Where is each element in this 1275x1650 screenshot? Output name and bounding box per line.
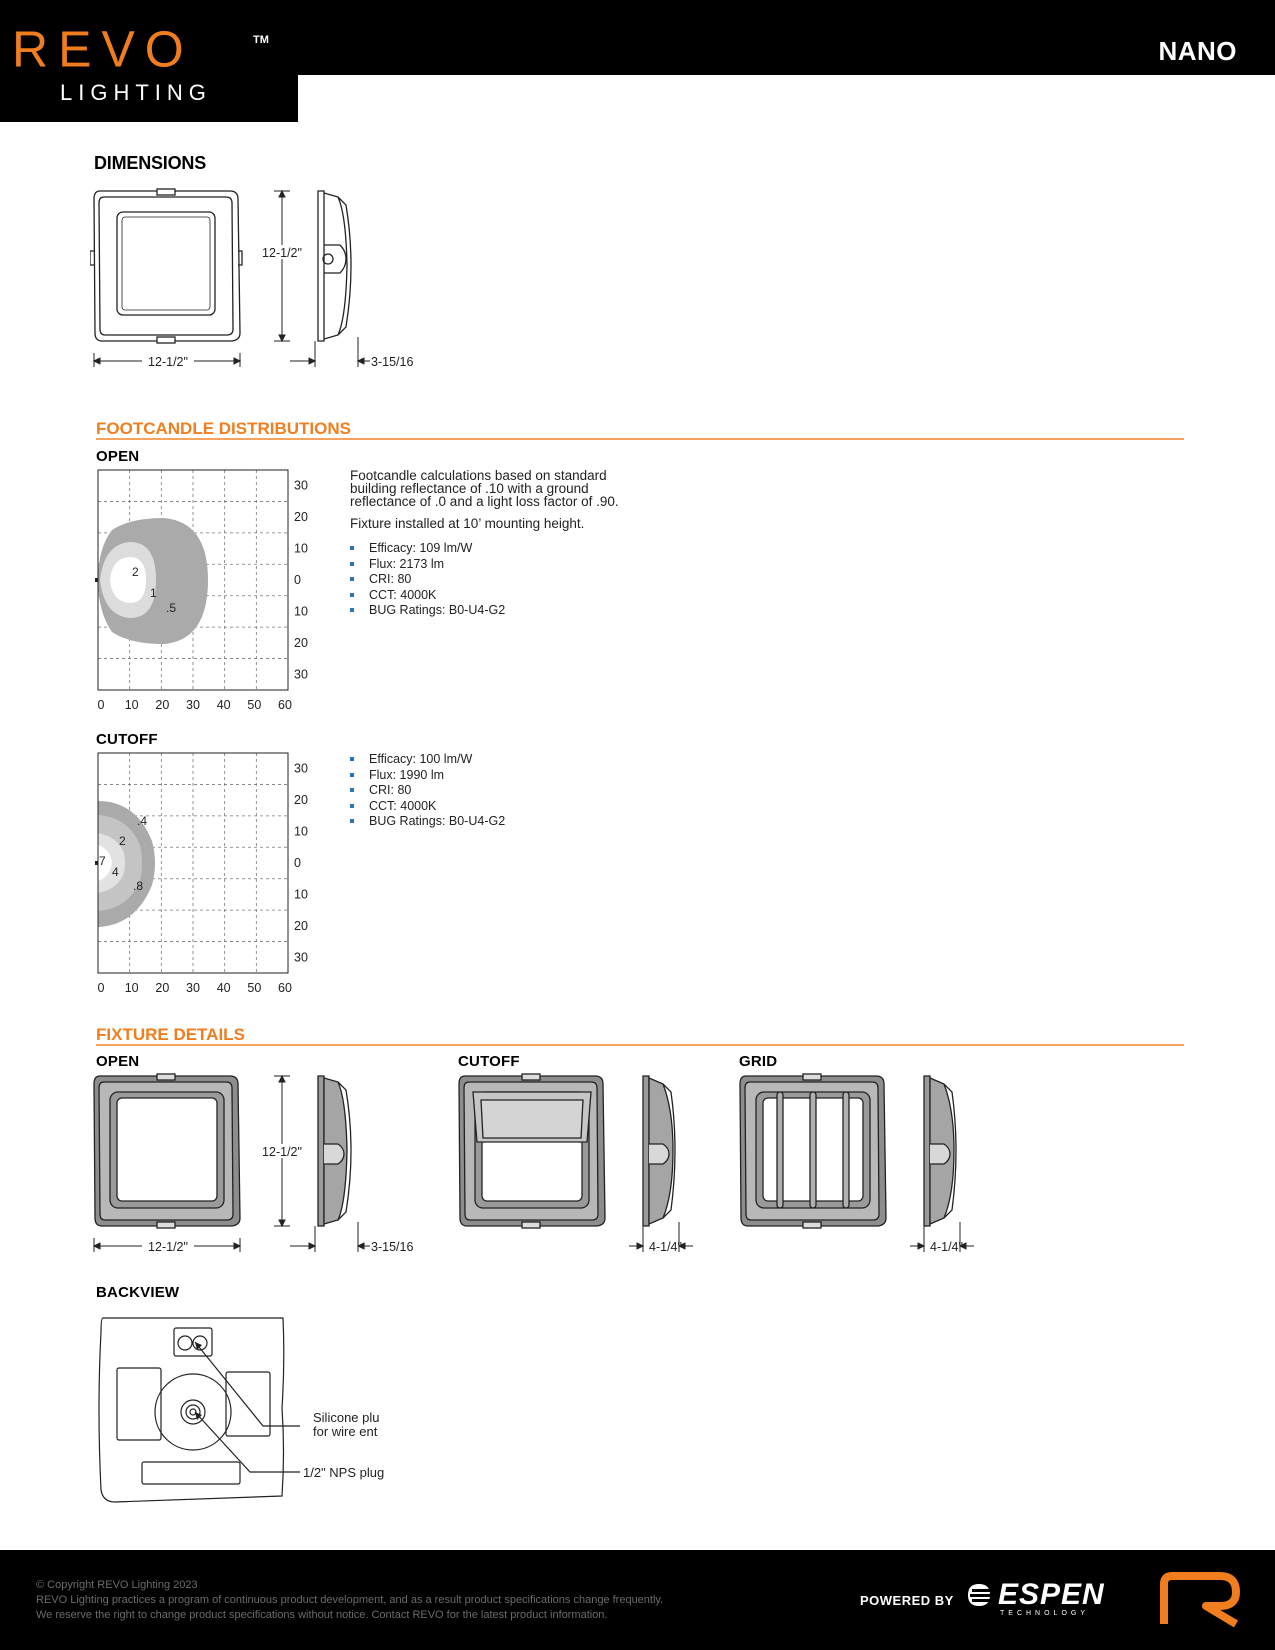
trademark-mark: TM: [253, 34, 269, 46]
callout-silicone-plug: Silicone plu: [313, 1410, 380, 1425]
mounting-note: Fixture installed at 10’ mounting height.: [350, 516, 585, 531]
note-line: building reflectance of .10 with a ground: [350, 481, 589, 496]
contour-label: .5: [166, 601, 177, 615]
spec-flux: Flux: 2173 lm: [350, 557, 505, 573]
cutoff-spec-list: [350, 752, 505, 830]
x-tick-label: 20: [155, 981, 170, 995]
spec-bug: BUG Ratings: B0-U4-G2: [350, 603, 505, 619]
dim-depth-label: 4-1/4": [649, 1240, 682, 1254]
backview-drawing: [95, 1312, 395, 1504]
open-footcandle-chart: [90, 462, 320, 712]
y-tick-label: 10: [294, 887, 308, 902]
fixture-cutoff-drawing: [455, 1070, 715, 1260]
y-ticks: [294, 762, 308, 965]
x-tick-label: 50: [247, 698, 262, 712]
y-tick-label: 0: [294, 573, 301, 587]
x-ticks: [98, 698, 292, 712]
fixture-grid-label: GRID: [739, 1053, 778, 1070]
spec-flux: Flux: 1990 lm: [350, 768, 505, 784]
fixture-front-view: [90, 189, 242, 343]
spec-cct: CCT: 4000K: [350, 588, 505, 604]
dim-depth-label: 3-15/16: [371, 1240, 414, 1254]
note-line: reflectance of .0 and a light loss factor of .90.: [350, 494, 619, 509]
footcandle-note: [350, 469, 619, 530]
fixture-side-view: [318, 1076, 351, 1226]
dim-width-label: 12-1/2": [148, 355, 188, 369]
contour-label: 7: [99, 854, 106, 868]
spec-cri: CRI: 80: [350, 572, 505, 588]
fixture-side-view: [318, 191, 351, 341]
brand-logo: REVO: [12, 20, 194, 78]
contour-label: .4: [137, 814, 148, 828]
x-tick-label: 10: [124, 981, 139, 995]
fixture-grid-drawing: [736, 1070, 996, 1260]
note-line: Footcandle calculations based on standard: [350, 468, 607, 483]
powered-by-label: POWERED BY: [860, 1593, 954, 1608]
dim-height-label: 12-1/2": [262, 246, 302, 260]
y-tick-label: 10: [294, 604, 308, 619]
cutoff-distribution-label: CUTOFF: [96, 731, 158, 748]
footcandle-heading: FOOTCANDLE DISTRIBUTIONS: [96, 419, 351, 438]
spec-cct: CCT: 4000K: [350, 799, 505, 815]
x-tick-label: 0: [97, 981, 105, 995]
legal-line: We reserve the right to change product specifications without notice. Contact REVO for the latest product information.: [36, 1609, 608, 1621]
spec-cri: CRI: 80: [350, 783, 505, 799]
y-tick-label: 10: [294, 824, 308, 839]
dim-height-label: 12-1/2": [262, 1145, 302, 1159]
dim-width-label: 12-1/2": [148, 1240, 188, 1254]
x-tick-label: 40: [216, 981, 231, 995]
x-ticks: [98, 981, 292, 995]
y-tick-label: 30: [294, 667, 308, 682]
spec-efficacy: Efficacy: 109 lm/W: [350, 541, 505, 557]
y-tick-label: 30: [294, 950, 308, 965]
espen-subtext: TECHNOLOGY: [1000, 1610, 1090, 1617]
x-tick-label: 50: [247, 981, 262, 995]
callout-nps-plug: 1/2" NPS plug: [303, 1465, 385, 1480]
contour-label: 4: [112, 865, 119, 879]
y-tick-label: 20: [294, 510, 308, 525]
x-tick-label: 0: [97, 698, 105, 712]
backview-label: BACKVIEW: [96, 1284, 180, 1301]
spec-efficacy: Efficacy: 100 lm/W: [350, 752, 505, 768]
brand-sublabel: LIGHTING: [60, 80, 212, 105]
cutoff-footcandle-chart: [90, 745, 320, 995]
contour-label: 2: [132, 565, 139, 579]
open-spec-list: [350, 541, 505, 619]
x-tick-label: 40: [216, 698, 231, 712]
fixture-side-view: [924, 1076, 956, 1226]
dimensions-drawing: [90, 185, 430, 375]
legal-line: REVO Lighting practices a program of continuous product development, and as a result product specifications change frequently.: [36, 1594, 664, 1606]
dimensions-heading: DIMENSIONS: [94, 153, 207, 173]
fixture-side-view: [643, 1076, 675, 1226]
product-name: NANO: [1158, 36, 1237, 66]
x-tick-label: 30: [186, 698, 200, 712]
y-tick-label: 30: [294, 478, 308, 493]
espen-logo-icon: [964, 1580, 994, 1610]
copyright: © Copyright REVO Lighting 2023: [36, 1579, 198, 1591]
y-tick-label: 30: [294, 761, 308, 776]
fixture-cutoff-label: CUTOFF: [458, 1053, 520, 1070]
y-tick-label: 10: [294, 541, 308, 556]
revo-r-logo-icon: [1160, 1572, 1250, 1628]
espen-wordmark: ESPEN: [998, 1578, 1105, 1611]
contour-label: .8: [133, 879, 144, 893]
fixture-open-drawing: [90, 1070, 430, 1260]
x-tick-label: 20: [155, 698, 170, 712]
y-tick-label: 20: [294, 793, 308, 808]
fixture-open-label: OPEN: [96, 1053, 140, 1070]
spec-bug: BUG Ratings: B0-U4-G2: [350, 814, 505, 830]
fixture-details-heading: FIXTURE DETAILS: [96, 1025, 245, 1044]
x-tick-label: 60: [278, 698, 292, 712]
section-divider: [96, 438, 1184, 440]
x-tick-label: 30: [186, 981, 200, 995]
footer-legal: [36, 1578, 663, 1623]
dim-depth-label: 3-15/16: [371, 355, 414, 369]
dim-depth-label: 4-1/4": [930, 1240, 963, 1254]
y-tick-label: 20: [294, 635, 308, 650]
contour-label: 2: [119, 834, 126, 848]
section-divider: [96, 1044, 1184, 1046]
open-distribution-label: OPEN: [96, 448, 140, 465]
y-tick-label: 20: [294, 918, 308, 933]
y-ticks: [294, 479, 308, 682]
y-tick-label: 0: [294, 856, 301, 870]
x-tick-label: 60: [278, 981, 292, 995]
x-tick-label: 10: [124, 698, 139, 712]
contour-label: 1: [150, 586, 157, 600]
callout-wire-entry: for wire ent: [313, 1424, 378, 1439]
